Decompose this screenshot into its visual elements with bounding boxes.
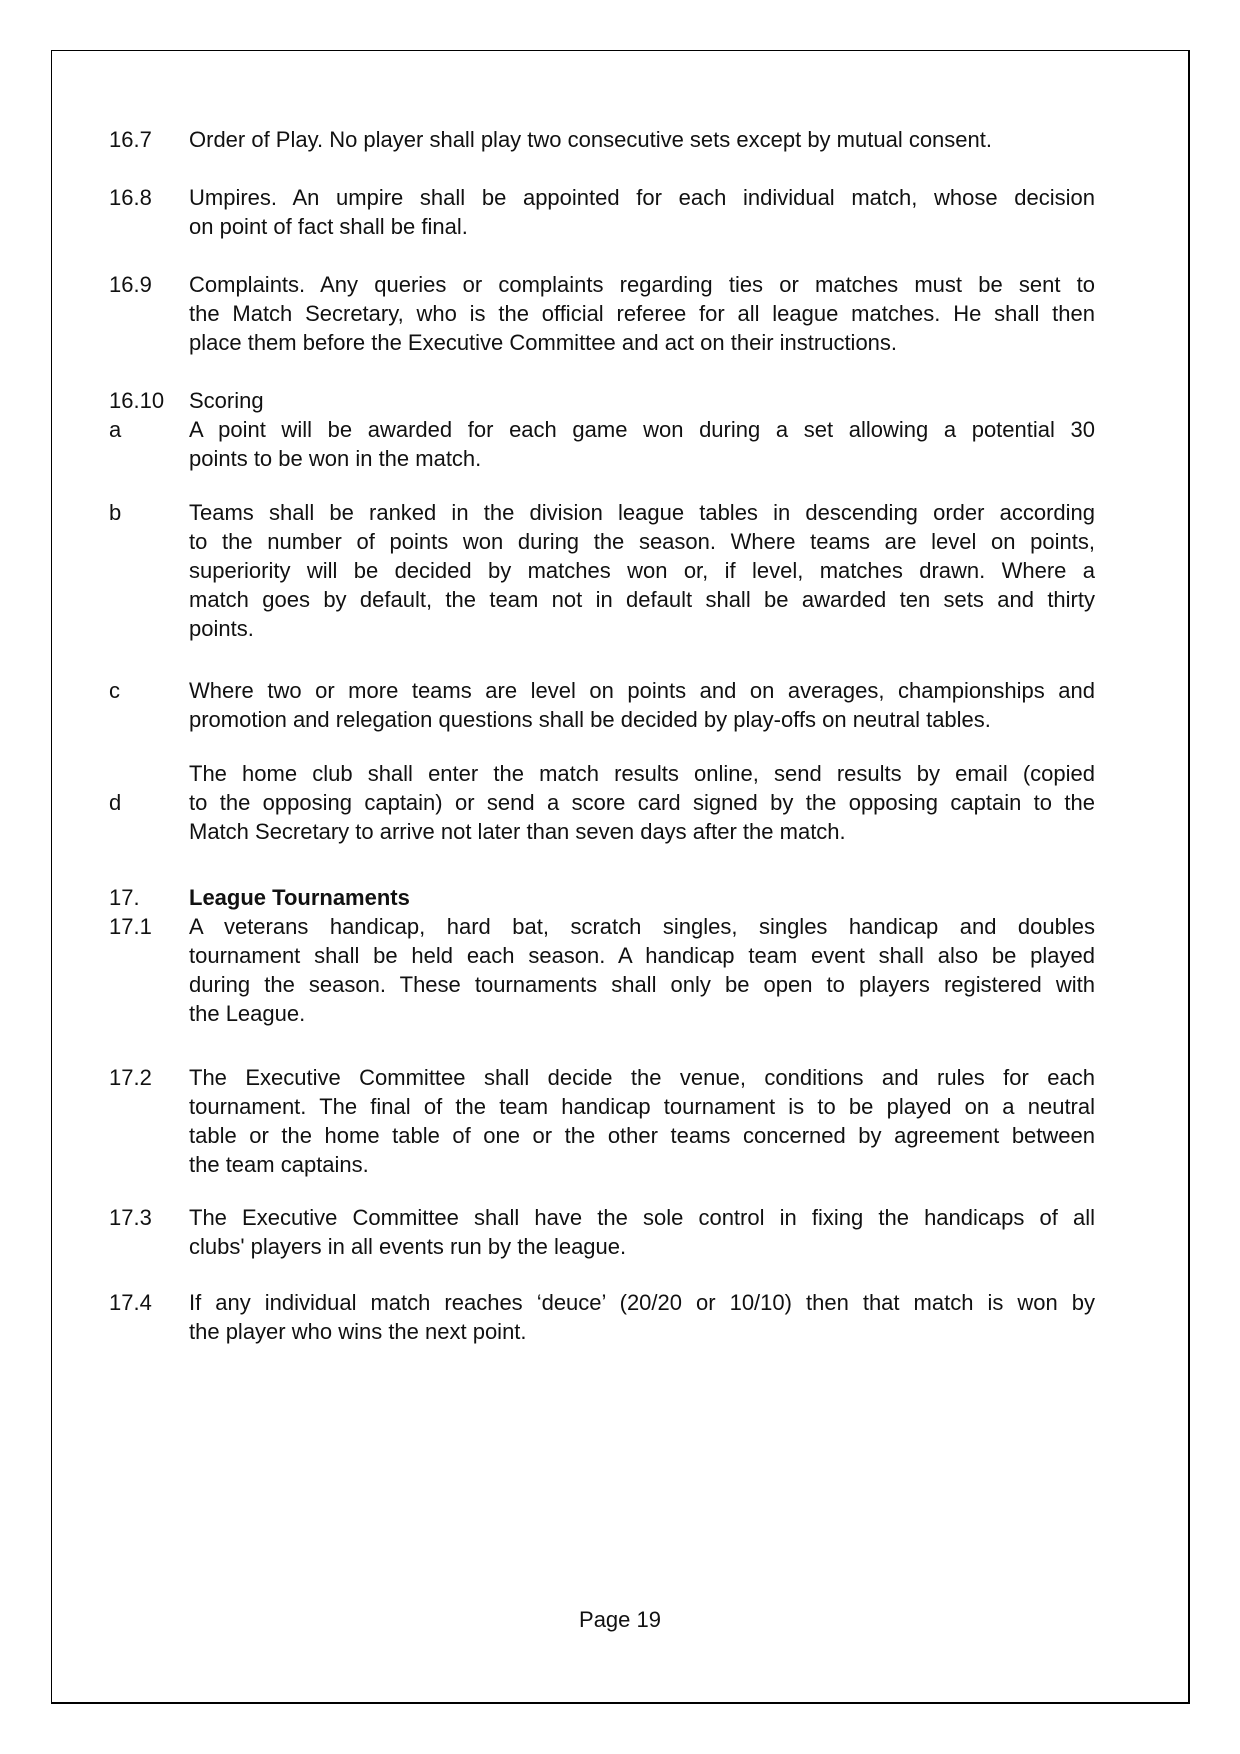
rule-line: League Tournaments: [189, 885, 410, 910]
rule-line: the Match Secretary, who is the official referee for all league matches. He shall then: [189, 301, 1095, 326]
rule-line: Teams shall be ranked in the division league tables in descending order according: [189, 500, 1095, 525]
rule-item: [109, 386, 1095, 415]
rule-number: c: [109, 678, 120, 703]
rule-line: Scoring: [189, 388, 264, 413]
rule-item: [109, 270, 1095, 357]
rule-item: [109, 125, 1095, 154]
rule-item: [109, 883, 1095, 912]
rule-number: 17.: [109, 885, 140, 910]
rule-number: 17.2: [109, 1065, 152, 1090]
rule-body: [189, 1288, 1095, 1346]
rule-item: [109, 498, 1095, 643]
rule-body: [189, 1203, 1095, 1261]
rule-line: The Executive Committee shall decide the venue, conditions and rules for each: [189, 1065, 1095, 1090]
rule-body: [189, 183, 1095, 241]
rule-body: [189, 415, 1095, 473]
rule-item: [109, 1288, 1095, 1346]
rule-number: 17.3: [109, 1205, 152, 1230]
rule-body: [189, 125, 1095, 154]
rule-line: Complaints. Any queries or complaints regarding ties or matches must be sent to: [189, 272, 1095, 297]
rule-line: Where two or more teams are level on points and on averages, championships and: [189, 678, 1095, 703]
rule-number: 16.8: [109, 185, 152, 210]
rule-line: A veterans handicap, hard bat, scratch singles, singles handicap and doubles: [189, 914, 1095, 939]
rule-line: clubs' players in all events run by the league.: [189, 1234, 627, 1259]
rule-line: tournament shall be held each season. A handicap team event shall also be played: [189, 943, 1095, 968]
rule-line: to the opposing captain) or send a score card signed by the opposing captain to the: [189, 790, 1095, 815]
rule-body: [189, 759, 1095, 846]
rule-number: a: [109, 417, 122, 442]
rule-number: d: [109, 790, 122, 815]
rule-line: Order of Play. No player shall play two consecutive sets except by mutual consent.: [189, 127, 992, 152]
rule-item: [109, 759, 1095, 846]
rule-line: the League.: [189, 1001, 306, 1026]
rule-line: If any individual match reaches ‘deuce’ (20/20 or 10/10) then that match is won by: [189, 1290, 1095, 1315]
rule-line: points.: [189, 616, 254, 641]
rule-body: [189, 676, 1095, 734]
rule-line: promotion and relegation questions shall be decided by play-offs on neutral tables.: [189, 707, 991, 732]
rule-item: [109, 415, 1095, 473]
rule-line: Umpires. An umpire shall be appointed for each individual match, whose decision: [189, 185, 1095, 210]
rule-item: [109, 676, 1095, 734]
rules-list: [109, 125, 1095, 1346]
rule-line: Match Secretary to arrive not later than seven days after the match.: [189, 819, 846, 844]
rule-number: 17.4: [109, 1290, 152, 1315]
rule-line: match goes by default, the team not in default shall be awarded ten sets and thirty: [189, 587, 1095, 612]
rule-body: [189, 498, 1095, 643]
rule-item: [109, 912, 1095, 1028]
rule-line: table or the home table of one or the other teams concerned by agreement between: [189, 1123, 1095, 1148]
rule-item: [109, 183, 1095, 241]
rule-line: to the number of points won during the season. Where teams are level on points,: [189, 529, 1095, 554]
rule-body: [189, 386, 1095, 415]
rule-line: A point will be awarded for each game won during a set allowing a potential 30: [189, 417, 1095, 442]
rule-line: superiority will be decided by matches won or, if level, matches drawn. Where a: [189, 558, 1095, 583]
rule-number: 17.1: [109, 914, 152, 939]
rule-line: on point of fact shall be final.: [189, 214, 468, 239]
rule-number: 16.9: [109, 272, 152, 297]
rule-line: place them before the Executive Committee and act on their instructions.: [189, 330, 898, 355]
rule-line: the player who wins the next point.: [189, 1319, 527, 1344]
rule-line: the team captains.: [189, 1152, 369, 1177]
rule-number: b: [109, 500, 122, 525]
page-number: Page 19: [579, 1607, 661, 1632]
rule-body: [189, 1063, 1095, 1179]
rule-body: [189, 912, 1095, 1028]
rule-item: [109, 1203, 1095, 1261]
rule-item: [109, 1063, 1095, 1179]
rule-body: [189, 270, 1095, 357]
rule-line: The home club shall enter the match results online, send results by email (copied: [189, 761, 1095, 786]
page-border-frame: [51, 50, 1190, 1704]
rule-line: during the season. These tournaments shall only be open to players registered with: [189, 972, 1095, 997]
rule-body: [189, 883, 1095, 912]
page-footer: [52, 1605, 1188, 1634]
rule-line: The Executive Committee shall have the sole control in fixing the handicaps of all: [189, 1205, 1095, 1230]
rule-line: tournament. The final of the team handicap tournament is to be played on a neutral: [189, 1094, 1095, 1119]
rule-line: points to be won in the match.: [189, 446, 482, 471]
rule-number: 16.7: [109, 127, 152, 152]
rule-number: 16.10: [109, 388, 165, 413]
